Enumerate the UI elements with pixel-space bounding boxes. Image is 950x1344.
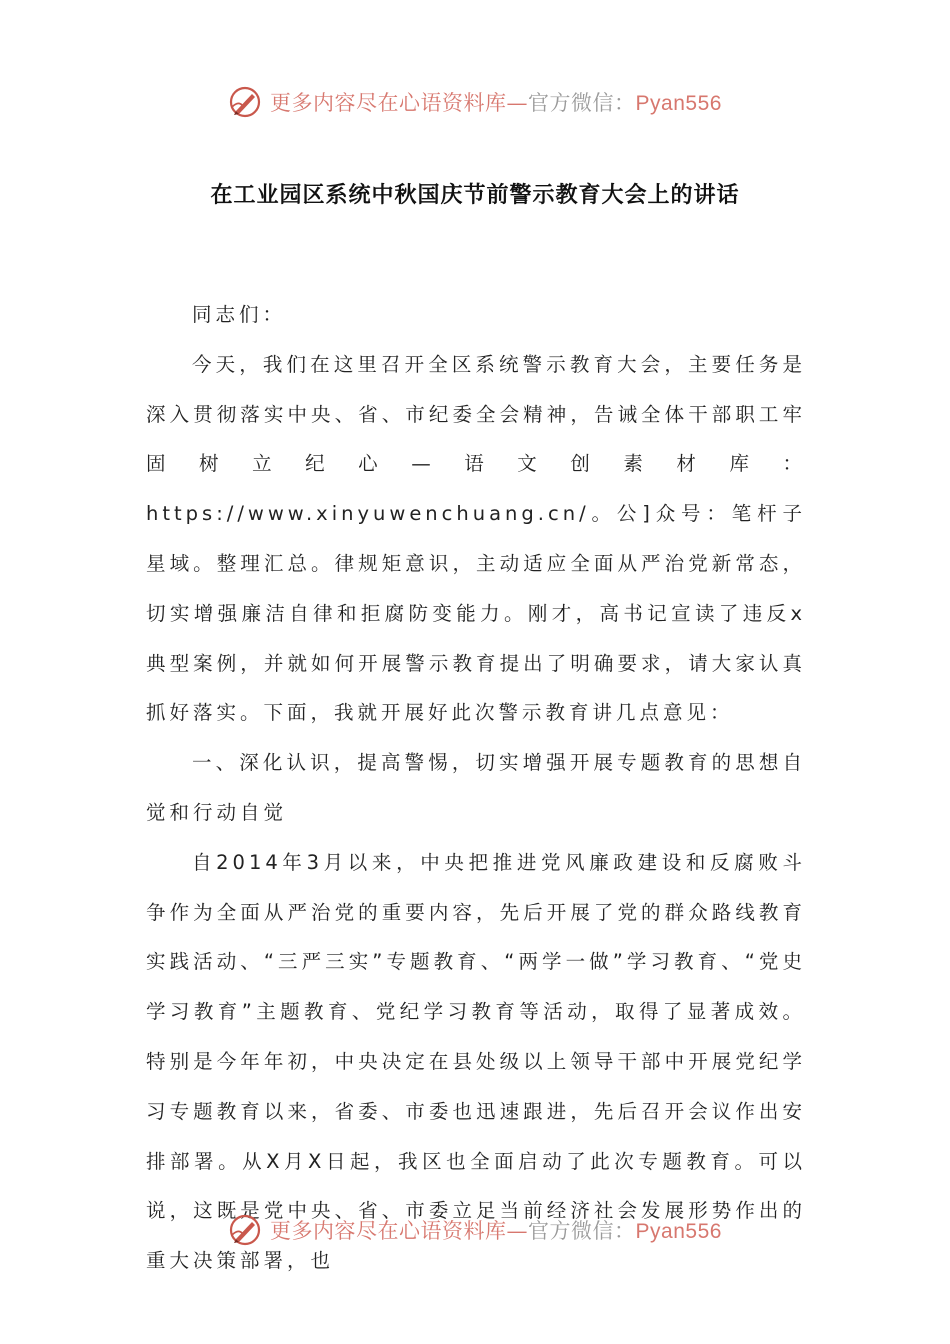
footer-dash: — — [506, 1219, 529, 1243]
intro-paragraph: 今天，我们在这里召开全区系统警示教育大会，主要任务是深入贯彻落实中央、省、市纪委全会精神，告诫全体干部职工牢固树立纪心—语文创素材库：https://www.xinyuwenchuang.cn/。公]众号：笔杆子星域。整理汇总。律规矩意识，主动适应全面从严治党新常态，切实增强廉洁自律和拒腐防变能力。刚才，高书记宣读了违反x典型案例，并就如何开展警示教育提出了明确要求，请大家认真抓好落实。下面，我就开展好此次警示教育讲几点意见： — [146, 352, 806, 725]
header-watermark-banner — [0, 80, 950, 124]
header-dash: — — [506, 91, 529, 115]
header-watermark-text — [270, 87, 722, 117]
header-official-label: 官方微信： — [528, 91, 636, 115]
header-brand-text: 更多内容尽在心语资料库 — [270, 91, 507, 115]
body-paragraph-history: 自2014年3月以来，中央把推进党风廉政建设和反腐败斗争作为全面从严治党的重要内容，先后开展了党的群众路线教育实践活动、“三严三实”专题教育、“两学一做”学习教育、“党史学习教育”主题教育、党纪学习教育等活动，取得了显著成效。特别是今年年初，中央决定在县处级以上领导干部中开展党纪学习专题教育以来，省委、市委也迅速跟进，先后召开会议作出安排部署。从X月X日起，我区也全面启动了此次专题教育。可以说，这既是党中央、省、市委立足当前经济社会发展形势作出的重大决策部署，也 — [146, 850, 806, 1273]
section-heading-1: 一、深化认识，提高警惕，切实增强开展专题教育的思想自觉和行动自觉 — [146, 751, 806, 824]
document-title: 在工业园区系统中秋国庆节前警示教育大会上的讲话 — [210, 183, 740, 208]
footer-account-id: Pyan556 — [635, 1220, 722, 1243]
pen-in-circle-icon — [228, 85, 262, 119]
document-body — [146, 290, 806, 1286]
footer-watermark-text — [270, 1215, 722, 1245]
header-account-id: Pyan556 — [635, 92, 722, 115]
salutation-paragraph: 同志们： — [192, 303, 287, 326]
footer-brand-text: 更多内容尽在心语资料库 — [270, 1219, 507, 1243]
footer-watermark-banner — [0, 1208, 950, 1252]
footer-official-label: 官方微信： — [528, 1219, 636, 1243]
pen-in-circle-icon — [228, 1213, 262, 1247]
